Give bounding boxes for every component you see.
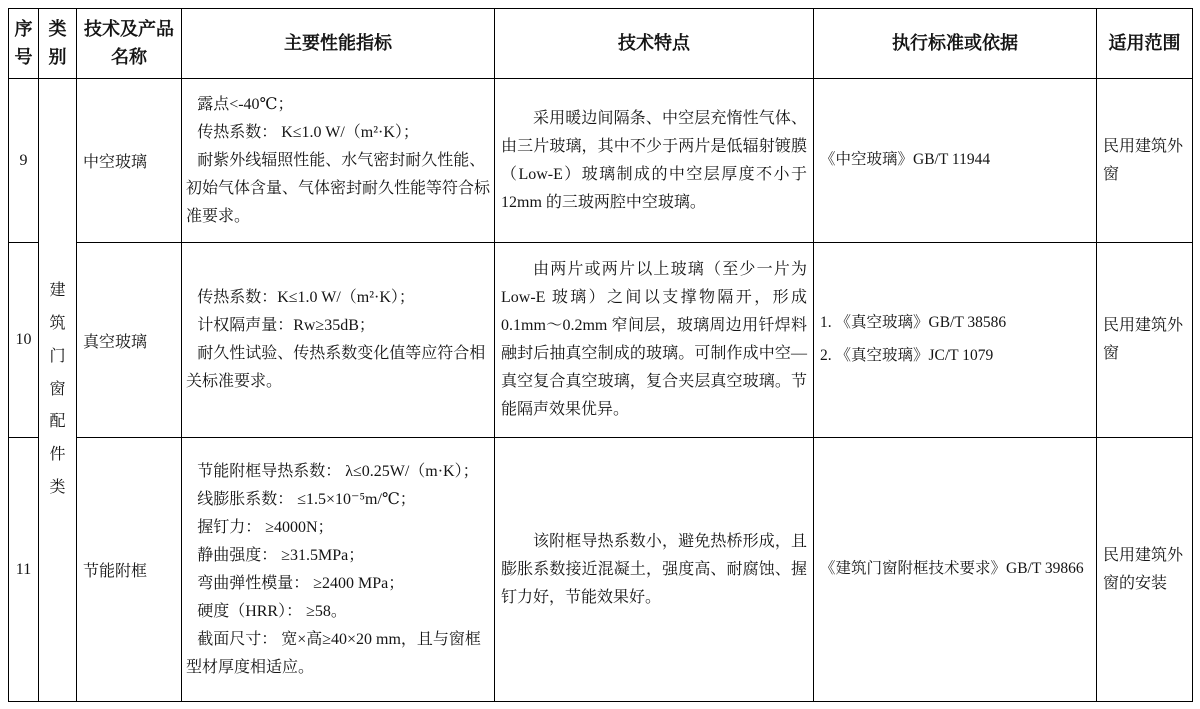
standard-item: 《建筑门窗附框技术要求》GB/T 39866 xyxy=(820,560,1084,578)
performance-cell xyxy=(182,243,495,438)
performance-item: 传热系数： K≤1.0 W/（m²·K）； xyxy=(197,123,419,141)
performance-item: 传热系数：K≤1.0 W/（m²·K）； xyxy=(197,289,415,306)
serial-cell: 10 xyxy=(9,243,39,438)
header-scope: 适用范围 xyxy=(1097,9,1193,79)
performance-item: 线膨胀系数： ≤1.5×10⁻⁵m/℃； xyxy=(197,490,416,508)
performance-item: 节能附框导热系数： λ≤0.25W/（m·K）； xyxy=(197,462,479,480)
features-text: 由两片或两片以上玻璃（至少一片为 Low-E 玻璃）之间以支撑物隔开，形成 0.1mm～0.2mm 窄间层，玻璃周边用钎焊料融封后抽真空制成的玻璃。可制作成中空—真空复合真空玻璃，复合夹层真空玻璃。节能隔声效果优异。 xyxy=(501,261,807,418)
performance-item: 弯曲弹性模量： ≥2400 MPa； xyxy=(197,574,405,592)
performance-item: 计权隔声量：Rw≥35dB； xyxy=(197,317,375,334)
standard-item: 2. 《真空玻璃》JC/T 1079 xyxy=(820,347,994,364)
features-cell xyxy=(495,243,814,438)
scope-cell: 民用建筑外窗的安装 xyxy=(1097,438,1193,702)
performance-item: 露点<-40℃； xyxy=(197,95,294,113)
category-cell xyxy=(39,79,77,702)
standard-item: 《中空玻璃》GB/T 11944 xyxy=(820,151,991,169)
product-cell: 真空玻璃 xyxy=(77,243,182,438)
performance-item: 握钉力： ≥4000N； xyxy=(197,518,334,536)
category-vertical-label: 建筑门窗配件类 xyxy=(49,282,66,496)
performance-item: 硬度（HRR）： ≥58。 xyxy=(197,602,347,620)
standard-item: 1. 《真空玻璃》GB/T 38586 xyxy=(820,314,1007,332)
product-cell: 中空玻璃 xyxy=(77,79,182,243)
header-category: 类别 xyxy=(39,9,77,79)
features-cell xyxy=(495,438,814,702)
building-products-table xyxy=(8,8,1193,702)
header-standard: 执行标准或依据 xyxy=(814,9,1097,79)
features-text: 该附框导热系数小，避免热桥形成，且膨胀系数接近混凝土，强度高、耐腐蚀、握钉力好，节能效果好。 xyxy=(501,532,807,606)
standard-cell xyxy=(814,79,1097,243)
performance-item: 截面尺寸： 宽×高≥40×20 mm，且与窗框型材厚度相适应。 xyxy=(186,630,481,676)
features-text: 采用暖边间隔条、中空层充惰性气体、由三片玻璃，其中不少于两片是低辐射镀膜（Low-E）玻璃制成的中空层厚度不小于12mm 的三玻两腔中空玻璃。 xyxy=(501,109,807,211)
scope-cell: 民用建筑外窗 xyxy=(1097,79,1193,243)
header-product-name: 技术及产品名称 xyxy=(77,9,182,79)
standard-cell xyxy=(814,438,1097,702)
standard-cell xyxy=(814,243,1097,438)
performance-item: 耐紫外线辐照性能、水气密封耐久性能、初始气体含量、气体密封耐久性能等符合标准要求。 xyxy=(186,151,491,225)
performance-item: 耐久性试验、传热系数变化值等应符合相关标准要求。 xyxy=(186,345,486,390)
serial-cell: 11 xyxy=(9,438,39,702)
performance-item: 静曲强度： ≥31.5MPa； xyxy=(197,546,365,564)
performance-cell xyxy=(182,438,495,702)
scope-cell: 民用建筑外窗 xyxy=(1097,243,1193,438)
table-row-9 xyxy=(9,79,1193,243)
product-cell: 节能附框 xyxy=(77,438,182,702)
performance-cell xyxy=(182,79,495,243)
header-features: 技术特点 xyxy=(495,9,814,79)
header-performance: 主要性能指标 xyxy=(182,9,495,79)
serial-cell: 9 xyxy=(9,79,39,243)
table-row-10 xyxy=(9,243,1193,438)
table-header-row xyxy=(9,9,1193,79)
header-serial: 序号 xyxy=(9,9,39,79)
table-row-11 xyxy=(9,438,1193,702)
features-cell xyxy=(495,79,814,243)
